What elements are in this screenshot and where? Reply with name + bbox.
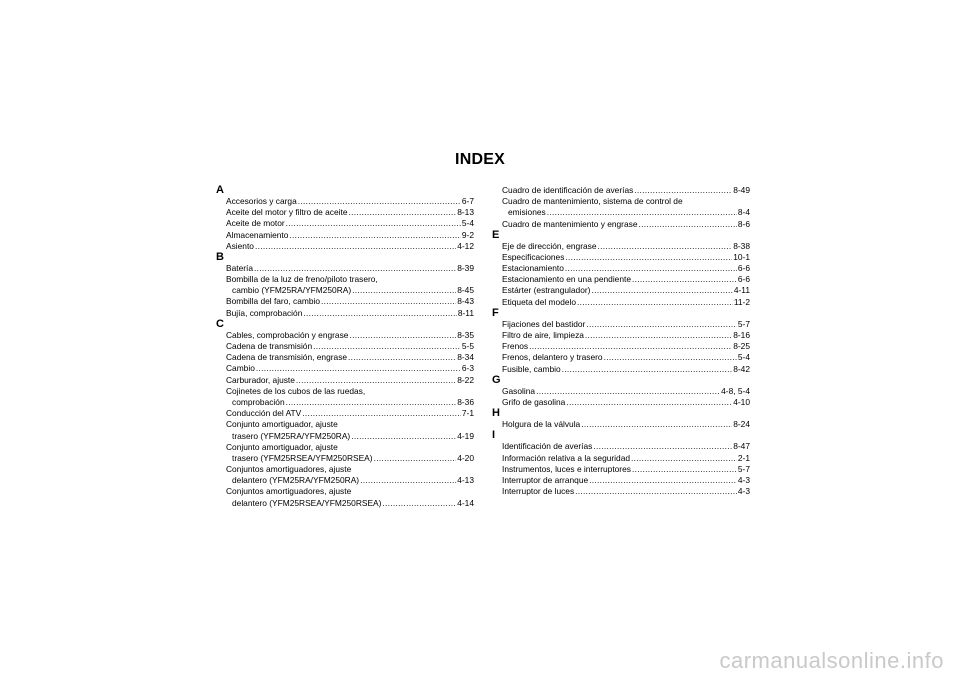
index-entry — [216, 218, 474, 229]
index-entry-text: Almacenamiento — [226, 229, 289, 240]
index-entry-text: Cuadro de mantenimiento y engrase — [502, 218, 638, 229]
index-entry — [492, 263, 750, 274]
index-entry — [216, 330, 474, 341]
index-entry-text: Bombilla de la luz de freno/piloto trasero, — [226, 274, 378, 285]
index-entry-text: Asiento — [226, 240, 254, 251]
index-entry-page: 8-25 — [733, 341, 750, 352]
index-entry-page: 8-4 — [737, 207, 750, 218]
index-entry-page: 4-11 — [733, 285, 750, 296]
dot-leader — [352, 285, 456, 296]
index-entry — [216, 297, 474, 308]
index-entry-text: Cables, comprobación y engrase — [226, 329, 349, 340]
dot-leader — [632, 464, 737, 475]
dot-leader — [638, 219, 736, 230]
dot-leader — [566, 397, 732, 408]
index-entry-text: Eje de dirección, engrase — [502, 240, 597, 251]
index-entry — [492, 352, 750, 363]
index-entry-page: 8-47 — [733, 441, 750, 452]
index-entry-page: 4-19 — [457, 430, 474, 441]
dot-leader — [321, 297, 456, 308]
index-section-letter: I — [492, 429, 496, 442]
index-entry-page: 2-1 — [737, 452, 750, 463]
index-entry — [216, 196, 474, 207]
index-entry — [492, 475, 750, 486]
index-column-left — [216, 185, 474, 509]
index-entry — [492, 286, 750, 297]
index-entry-text: Accesorios y carga — [226, 196, 297, 206]
index-entry — [216, 375, 474, 386]
index-entry-page: 4-3 — [737, 486, 750, 497]
index-entry-page: 6-6 — [737, 263, 750, 274]
index-entry-text: Gasolina — [502, 385, 536, 396]
page-title: INDEX — [455, 151, 505, 168]
index-entry-page: 8-36 — [457, 397, 474, 407]
index-entry-text: Información relativa a la seguridad — [502, 452, 631, 463]
index-entry — [492, 464, 750, 475]
index-entry-page: 9-2 — [461, 229, 474, 240]
index-entry — [492, 486, 750, 497]
dot-leader — [565, 263, 737, 274]
dot-leader — [256, 363, 461, 374]
index-entry — [216, 453, 474, 464]
index-entry-page: 8-42 — [733, 363, 750, 374]
index-entry-text: Frenos, delantero y trasero — [502, 352, 603, 363]
index-entry — [492, 397, 750, 408]
dot-leader — [585, 330, 732, 341]
dot-leader — [591, 286, 732, 297]
dot-leader — [255, 241, 456, 252]
index-entry-text: delantero (YFM25RA/YFM250RA) — [232, 475, 360, 486]
index-entry-text: Fijaciones del bastidor — [502, 318, 586, 329]
index-entry — [492, 341, 750, 352]
dot-leader — [586, 319, 737, 330]
dot-leader — [313, 341, 461, 352]
index-entry-line — [216, 464, 474, 475]
index-entry-text: Instrumentos, luces e interruptores — [502, 463, 631, 474]
dot-leader — [631, 453, 737, 464]
dot-leader — [286, 397, 457, 408]
index-entry-text: Aceite de motor — [226, 218, 285, 229]
dot-leader — [604, 352, 737, 363]
index-entry-page: 6-7 — [461, 196, 474, 206]
index-entry — [216, 498, 474, 509]
index-entry-page: 4-20 — [457, 452, 474, 463]
index-entry — [492, 185, 750, 196]
dot-leader — [529, 341, 732, 352]
index-entry-page: 8-39 — [457, 262, 474, 273]
dot-leader — [349, 330, 456, 341]
index-entry — [492, 453, 750, 464]
index-entry — [492, 364, 750, 375]
dot-leader — [547, 207, 737, 218]
dot-leader — [575, 486, 737, 497]
index-column-right — [492, 185, 750, 497]
index-entry-page: 8-35 — [457, 329, 474, 340]
dot-leader — [581, 419, 732, 430]
index-entry-text: Estacionamiento — [502, 263, 564, 274]
index-entry-page: 8-38 — [733, 240, 750, 251]
index-entry — [216, 431, 474, 442]
index-entry-text: Fusible, cambio — [502, 363, 561, 374]
dot-leader — [536, 386, 720, 397]
index-entry-page: 8-6 — [737, 218, 750, 229]
index-entry-page: 4-13 — [457, 475, 474, 486]
index-entry-line — [492, 196, 750, 207]
index-entry-text: Conducción del ATV — [226, 408, 302, 419]
index-entry — [216, 408, 474, 419]
index-entry-page: 8-16 — [733, 330, 750, 341]
index-entry-text: Conjuntos amortiguadores, ajuste — [226, 486, 352, 497]
index-entry-line — [216, 386, 474, 397]
index-entry — [216, 230, 474, 241]
dot-leader — [303, 308, 457, 319]
index-entry — [216, 341, 474, 352]
index-entry-text: Interruptor de arranque — [502, 474, 589, 485]
index-entry-page: 10-1 — [733, 251, 750, 262]
index-entry-page: 6-3 — [461, 363, 474, 374]
index-entry — [216, 397, 474, 408]
dot-leader — [254, 263, 456, 274]
index-entry-page: 8-45 — [457, 285, 474, 296]
index-entry-page: 7-1 — [461, 408, 474, 419]
index-entry — [216, 207, 474, 218]
index-entry-page: 11-2 — [733, 296, 750, 307]
index-section-letter: H — [492, 407, 500, 420]
index-entry — [492, 441, 750, 452]
dot-leader — [577, 297, 733, 308]
index-entry-page: 5-7 — [737, 318, 750, 329]
index-entry — [492, 274, 750, 285]
dot-leader — [360, 475, 456, 486]
index-section-letter: F — [492, 306, 499, 319]
index-entry — [216, 363, 474, 374]
index-entry-page: 4-14 — [457, 497, 474, 508]
index-entry-text: Bombilla del faro, cambio — [226, 296, 321, 307]
index-section-letter: G — [492, 373, 501, 386]
index-section-letter: C — [216, 317, 224, 330]
index-entry-text: trasero (YFM25RSEA/YFM250RSEA) — [232, 452, 373, 463]
index-entry-line — [216, 487, 474, 498]
dot-leader — [349, 207, 457, 218]
index-entry-text: Bujía, comprobación — [226, 307, 303, 318]
index-entry-page: 4-12 — [457, 240, 474, 251]
dot-leader — [298, 196, 461, 207]
dot-leader — [598, 241, 733, 252]
index-entry-text: Cadena de transmisión, engrase — [226, 352, 348, 363]
index-entry-text: Identificación de averías — [502, 441, 593, 452]
index-entry-text: Frenos — [502, 341, 529, 352]
index-entry-line — [216, 419, 474, 430]
index-entry — [492, 207, 750, 218]
index-entry-text: Conjunto amortiguador, ajuste — [226, 441, 338, 452]
index-entry — [492, 252, 750, 263]
index-entry — [216, 285, 474, 296]
dot-leader — [374, 453, 457, 464]
index-entry-text: Cojinetes de los cubos de las ruedas, — [226, 385, 366, 396]
dot-leader — [289, 230, 461, 241]
index-entry-text: Carburador, ajuste — [226, 374, 295, 385]
dot-leader — [286, 218, 461, 229]
index-entry-line — [216, 274, 474, 285]
index-entry-text: Aceite del motor y filtro de aceite — [226, 207, 348, 218]
index-entry — [492, 419, 750, 430]
index-entry-text: trasero (YFM25RA/YFM250RA) — [232, 430, 351, 441]
index-entry-page: 4-3 — [737, 474, 750, 485]
index-entry-page: 8-22 — [457, 374, 474, 385]
index-entry-page: 5-5 — [461, 341, 474, 352]
index-entry — [216, 241, 474, 252]
index-entry-page: 8-24 — [733, 419, 750, 430]
dot-leader — [565, 252, 732, 263]
dot-leader — [593, 441, 732, 452]
index-entry — [492, 241, 750, 252]
index-entry — [492, 297, 750, 308]
index-entry-text: Cadena de transmisión — [226, 341, 313, 352]
index-entry-text: delantero (YFM25RSEA/YFM250RSEA) — [232, 497, 382, 508]
index-entry-text: Interruptor de luces — [502, 486, 575, 497]
index-entry-text: Etiqueta del modelo — [502, 296, 577, 307]
index-entry-page: 8-34 — [457, 352, 474, 363]
dot-leader — [296, 375, 456, 386]
index-entry-page: 8-11 — [457, 307, 474, 318]
index-entry — [492, 219, 750, 230]
index-entry — [216, 263, 474, 274]
index-entry-line — [216, 442, 474, 453]
dot-leader — [632, 274, 737, 285]
index-entry-text: Holgura de la válvula — [502, 419, 581, 430]
index-entry-page: 5-4 — [461, 218, 474, 229]
index-entry-text: Cambio — [226, 363, 255, 374]
index-entry-text: Cuadro de mantenimiento, sistema de control de — [502, 196, 683, 207]
index-entry — [492, 386, 750, 397]
index-entry-text: Cuadro de identificación de averías — [502, 185, 634, 195]
index-entry-text: Conjuntos amortiguadores, ajuste — [226, 464, 352, 475]
index-entry-text: Conjunto amortiguador, ajuste — [226, 419, 338, 430]
index-section-letter: E — [492, 228, 500, 241]
index-entry-page: 8-13 — [457, 207, 474, 218]
index-section-letter: A — [216, 184, 224, 196]
dot-leader — [589, 475, 737, 486]
index-entry-page: 4-10 — [733, 397, 750, 407]
index-entry-page: 5-7 — [737, 463, 750, 474]
index-entry-page: 4-8, 5-4 — [721, 385, 750, 396]
index-entry-page: 8-49 — [733, 185, 750, 195]
index-section-letter: B — [216, 250, 224, 263]
index-entry — [216, 308, 474, 319]
index-entry — [492, 330, 750, 341]
dot-leader — [382, 498, 456, 509]
index-entry-text: Estacionamiento en una pendiente — [502, 274, 631, 285]
index-entry — [216, 475, 474, 486]
index-entry-page: 8-43 — [457, 296, 474, 307]
index-entry-text: comprobación — [232, 397, 285, 407]
dot-leader — [634, 185, 732, 196]
index-entry-page: 6-6 — [737, 274, 750, 285]
index-entry-text: Grifo de gasolina — [502, 397, 566, 407]
dot-leader — [562, 364, 733, 375]
index-entry-text: Batería — [226, 262, 254, 273]
index-entry-text: emisiones — [508, 207, 546, 218]
index-entry-page: 5-4 — [737, 352, 750, 363]
index-entry-text: Filtro de aire, limpieza — [502, 330, 584, 341]
index-entry-text: Especificaciones — [502, 251, 565, 262]
dot-leader — [348, 352, 456, 363]
dot-leader — [351, 431, 456, 442]
index-entry — [216, 352, 474, 363]
index-entry-text: cambio (YFM25RA/YFM250RA) — [232, 285, 352, 296]
dot-leader — [302, 408, 461, 419]
index-entry-text: Estárter (estrangulador) — [502, 285, 591, 296]
watermark-text: carmanualsonline.info — [719, 648, 944, 673]
index-entry — [492, 319, 750, 330]
